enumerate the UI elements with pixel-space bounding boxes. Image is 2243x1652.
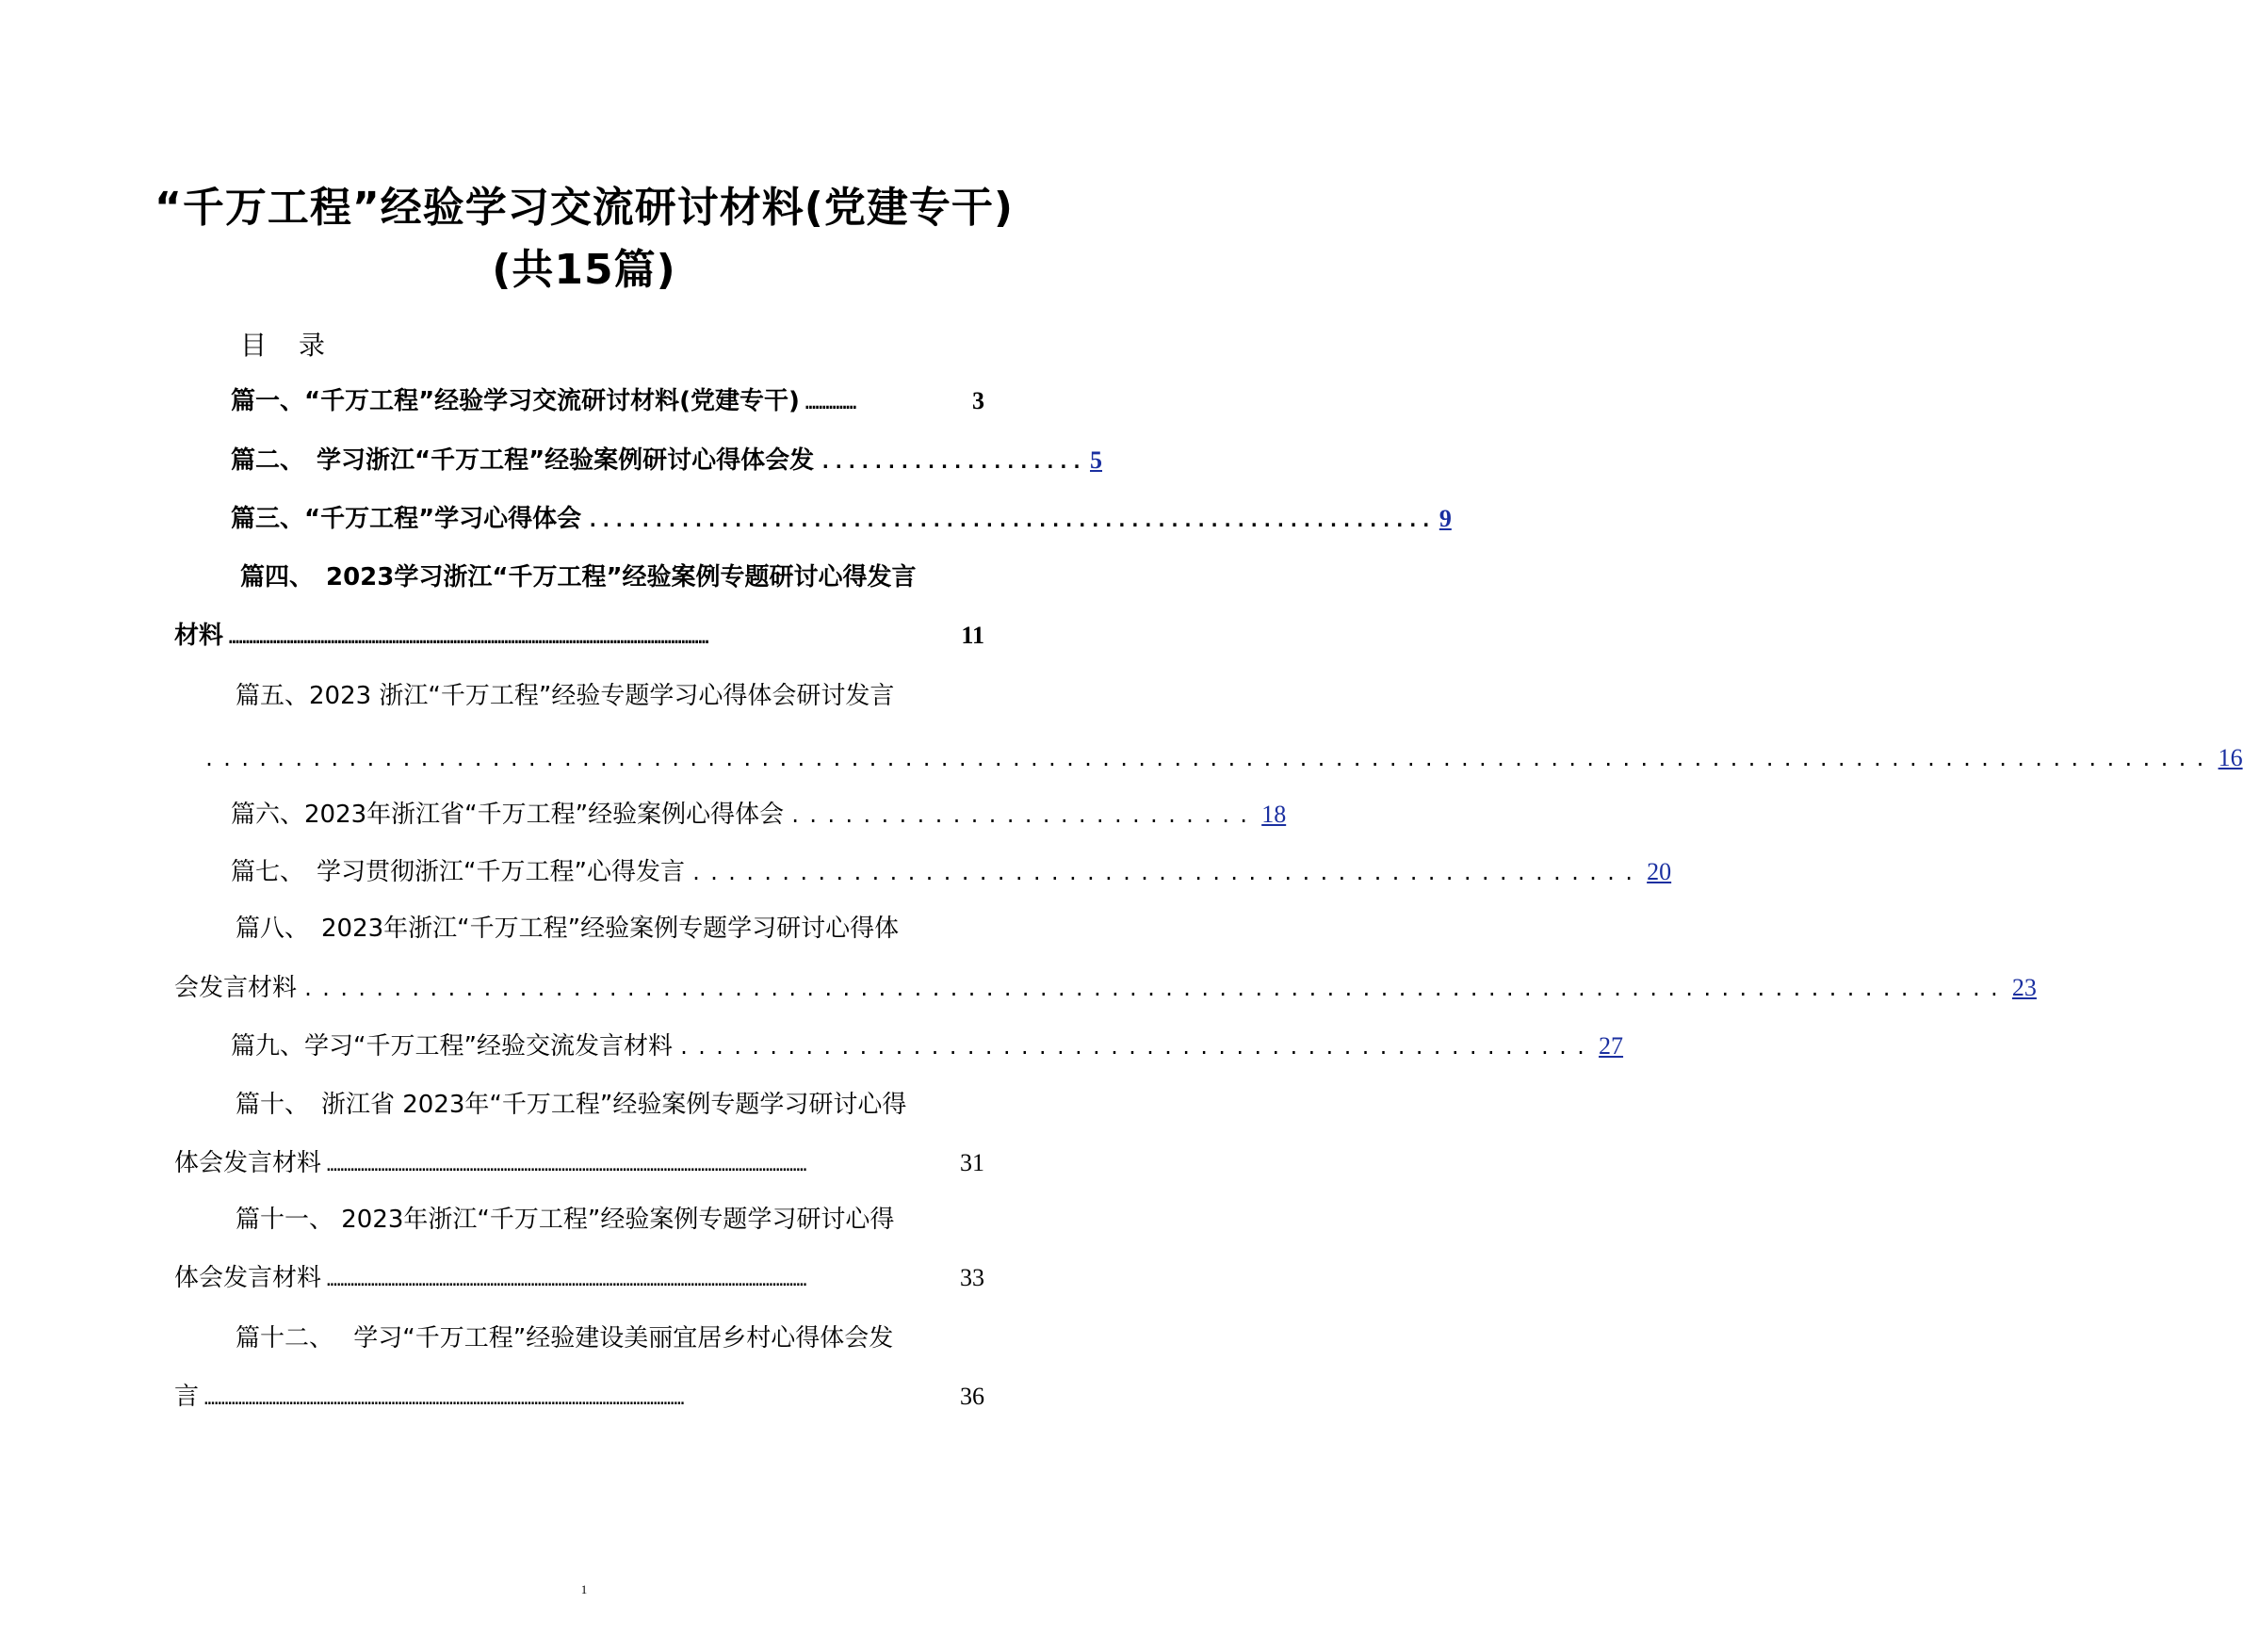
toc-leader-dots: …………… <box>805 394 857 413</box>
toc-entry-4-title: 篇四、 2023学习浙江“千万工程”经验案例专题研讨心得发言 <box>240 563 917 591</box>
toc-leader-dots: ................................................................ <box>587 509 1434 531</box>
toc-entry-8-page[interactable]: 23 <box>2011 974 2037 1001</box>
toc-entry-5-cont[interactable] <box>198 744 2243 772</box>
toc-heading-char-1: 目 <box>240 330 268 361</box>
toc-entry-3[interactable] <box>231 499 1452 534</box>
toc-leader-dots: ............................................................................................... <box>302 978 2007 1000</box>
toc-entry-10-cont[interactable] <box>174 1143 984 1178</box>
toc-heading <box>240 325 325 363</box>
toc-entry-4[interactable] <box>240 558 994 592</box>
toc-leader-dots: ..................................................... <box>690 862 1642 884</box>
toc-entry-12-page[interactable]: 36 <box>960 1383 984 1410</box>
toc-entry-5[interactable] <box>236 676 989 711</box>
toc-entry-10-title-cont: 体会发言材料 <box>174 1149 322 1177</box>
toc-entry-6-page[interactable]: 18 <box>1261 801 1287 828</box>
toc-entry-6[interactable] <box>231 795 1287 830</box>
toc-leader-dots: …………………………………………………………………………………………………………………………… <box>204 1389 685 1409</box>
toc-entry-9-page[interactable]: 27 <box>1599 1032 1624 1060</box>
document-title: “千万工程”经验学习交流研讨材料(党建专干)(共15篇) <box>154 184 1015 294</box>
toc-entry-11-page[interactable]: 33 <box>960 1264 984 1291</box>
toc-leader-dots: ................................................... <box>677 1036 1594 1059</box>
toc-leader-dots: .......................... <box>789 804 1257 827</box>
toc-leader-dots: …………………………………………………………………………………………………………………………… <box>229 628 709 648</box>
toc-entry-7-title: 篇七、 学习贯彻浙江“千万工程”心得发言 <box>231 858 685 886</box>
toc-entry-9-title: 篇九、学习“千万工程”经验交流发言材料 <box>231 1032 673 1061</box>
toc-entry-8[interactable] <box>236 909 989 944</box>
toc-entry-11-title: 篇十一、 2023年浙江“千万工程”经验案例专题学习研讨心得 <box>236 1206 895 1234</box>
toc-entry-11-title-cont: 体会发言材料 <box>174 1264 322 1292</box>
toc-entry-5-page[interactable]: 16 <box>2218 744 2243 771</box>
toc-entry-4-title-cont: 材料 <box>174 622 224 650</box>
toc-entry-12-title-cont: 言 <box>174 1383 200 1411</box>
toc-entry-4-cont[interactable] <box>174 616 984 651</box>
toc-entry-8-title: 篇八、 2023年浙江“千万工程”经验案例专题学习研讨心得体 <box>236 915 900 943</box>
toc-entry-10-page[interactable]: 31 <box>960 1149 984 1176</box>
toc-leader-dots: …………………………………………………………………………………………………………………………… <box>327 1156 807 1175</box>
toc-entry-12-cont[interactable] <box>174 1377 984 1412</box>
toc-leader-dots: .................... <box>820 450 1085 473</box>
toc-entry-9[interactable] <box>231 1027 1624 1061</box>
toc-entry-6-title: 篇六、2023年浙江省“千万工程”经验案例心得体会 <box>231 801 785 829</box>
toc-entry-2-page[interactable]: 5 <box>1090 446 1103 474</box>
toc-leader-dots: …………………………………………………………………………………………………………………………… <box>327 1271 807 1290</box>
toc-entry-5-title: 篇五、2023 浙江“千万工程”经验专题学习心得体会研讨发言 <box>236 682 895 710</box>
toc-entry-1[interactable] <box>231 381 984 416</box>
toc-entry-8-title-cont: 会发言材料 <box>174 974 298 1002</box>
toc-entry-1-page[interactable]: 3 <box>972 387 984 414</box>
toc-entry-8-cont[interactable] <box>174 968 2037 1003</box>
toc-entry-10-title: 篇十、 浙江省 2023年“千万工程”经验案例专题学习研讨心得 <box>236 1091 907 1119</box>
toc-entry-2-title: 篇二、 学习浙江“千万工程”经验案例研讨心得体会发 <box>231 446 815 475</box>
toc-entry-3-page[interactable]: 9 <box>1438 505 1452 532</box>
toc-leader-dots: ................................................................................................................ <box>203 748 2213 770</box>
toc-entry-12[interactable] <box>236 1319 989 1353</box>
toc-entry-12-title: 篇十二、 学习“千万工程”经验建设美丽宜居乡村心得体会发 <box>236 1324 894 1352</box>
toc-entry-3-title: 篇三、“千万工程”学习心得体会 <box>231 505 582 533</box>
page-number: 1 <box>580 1582 588 1596</box>
toc-entry-4-page[interactable]: 11 <box>961 622 984 649</box>
toc-entry-2[interactable] <box>231 441 1103 476</box>
toc-heading-char-2: 录 <box>299 330 326 361</box>
toc-entry-10[interactable] <box>236 1085 989 1120</box>
toc-entry-1-title: 篇一、“千万工程”经验学习交流研讨材料(党建专干) <box>231 387 800 415</box>
toc-entry-11-cont[interactable] <box>174 1258 984 1293</box>
toc-entry-7[interactable] <box>231 852 1672 887</box>
toc-entry-7-page[interactable]: 20 <box>1647 858 1672 885</box>
toc-entry-11[interactable] <box>236 1200 989 1235</box>
